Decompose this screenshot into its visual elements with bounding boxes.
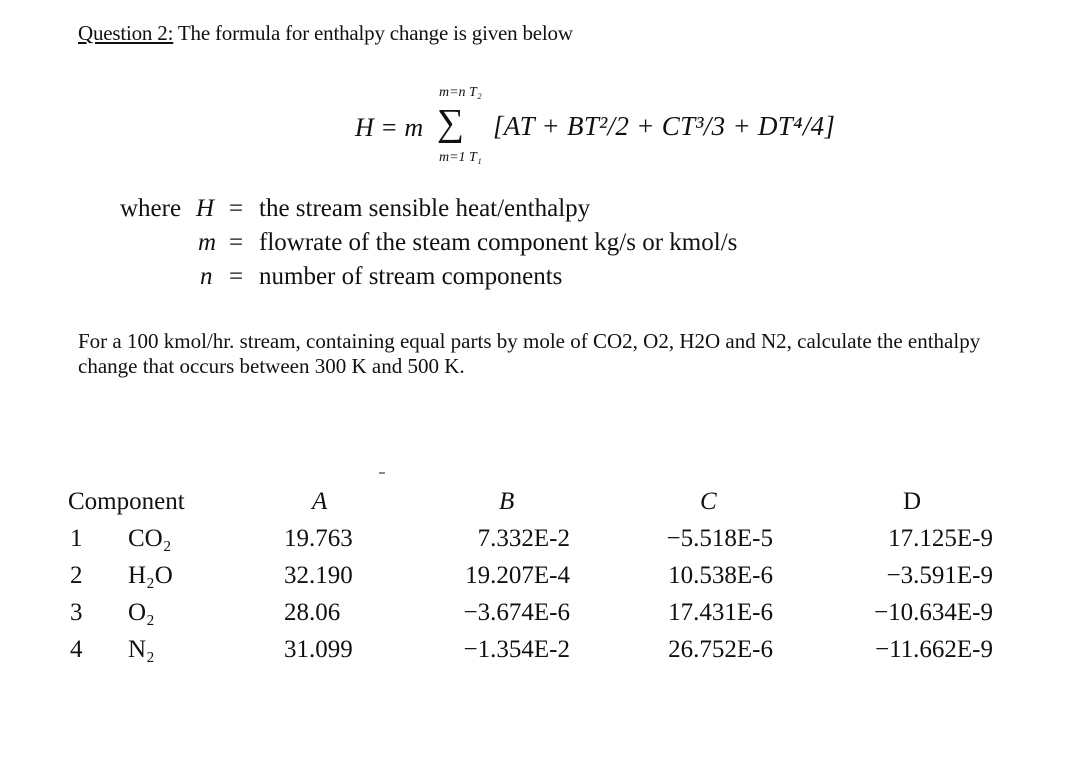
value-a: 31.099 xyxy=(284,636,353,663)
definition-text: flowrate of the steam component kg/s or kmol/s xyxy=(259,229,738,256)
value-a: 32.190 xyxy=(284,562,353,589)
stray-mark xyxy=(379,472,385,474)
value-c: 17.431E-6 xyxy=(668,599,773,626)
question-heading xyxy=(78,21,573,46)
sum-upper-limit: m=n T₂ xyxy=(439,85,482,100)
table-row xyxy=(68,562,1008,599)
header-d: D xyxy=(903,488,922,515)
value-c: −5.518E-5 xyxy=(666,525,773,552)
coefficient-table xyxy=(68,488,1008,673)
row-number: 2 xyxy=(70,562,83,589)
header-component: Component xyxy=(68,488,185,515)
enthalpy-formula xyxy=(355,80,895,175)
value-b: 7.332E-2 xyxy=(477,525,570,552)
value-a: 28.06 xyxy=(284,599,341,626)
row-number: 4 xyxy=(70,636,83,663)
table-row xyxy=(68,636,1008,673)
value-a: 19.763 xyxy=(284,525,353,552)
definition-symbol: n xyxy=(200,263,213,290)
value-c: 26.752E-6 xyxy=(668,636,773,663)
table-header-row xyxy=(68,488,1008,525)
definition-symbol: H xyxy=(196,195,215,222)
definition-symbol: m xyxy=(198,229,217,256)
row-number: 3 xyxy=(70,599,83,626)
question-text: The formula for enthalpy change is given below xyxy=(173,21,573,45)
header-a: A xyxy=(312,488,328,515)
header-b: B xyxy=(499,488,515,515)
row-number: 1 xyxy=(70,525,83,552)
definition-equals: = xyxy=(229,229,244,256)
definition-text: the stream sensible heat/enthalpy xyxy=(259,195,591,222)
value-c: 10.538E-6 xyxy=(668,562,773,589)
question-label: Question 2: xyxy=(78,21,174,45)
definition-text: number of stream components xyxy=(259,263,563,290)
where-word: where xyxy=(120,195,182,222)
value-d: 17.125E-9 xyxy=(888,525,993,552)
value-d: −11.662E-9 xyxy=(874,636,993,663)
summation-symbol: ∑ xyxy=(437,102,465,144)
component-name: O₂ xyxy=(128,599,155,626)
problem-statement: For a 100 kmol/hr. stream, containing equal parts by mole of CO2, O2, H2O and N2, calculate the enthalpy change that occurs between 300 K and 500 K. xyxy=(78,329,981,378)
table-row xyxy=(68,599,1008,636)
table-row xyxy=(68,525,1008,562)
value-b: −1.354E-2 xyxy=(463,636,570,663)
definition-equals: = xyxy=(229,195,244,222)
component-name: CO₂ xyxy=(128,525,172,552)
formula-expression: [AT + BT²/2 + CT³/3 + DT⁴/4] xyxy=(493,111,836,141)
definition-equals: = xyxy=(229,263,244,290)
header-c: C xyxy=(700,488,717,515)
component-name: H₂O xyxy=(128,562,173,589)
value-d: −3.591E-9 xyxy=(886,562,993,589)
sum-lower-limit: m=1 T₁ xyxy=(439,150,482,165)
formula-lhs: H = m xyxy=(355,113,424,142)
value-b: 19.207E-4 xyxy=(465,562,570,589)
value-d: −10.634E-9 xyxy=(874,599,993,626)
value-b: −3.674E-6 xyxy=(463,599,570,626)
component-name: N₂ xyxy=(128,636,155,663)
